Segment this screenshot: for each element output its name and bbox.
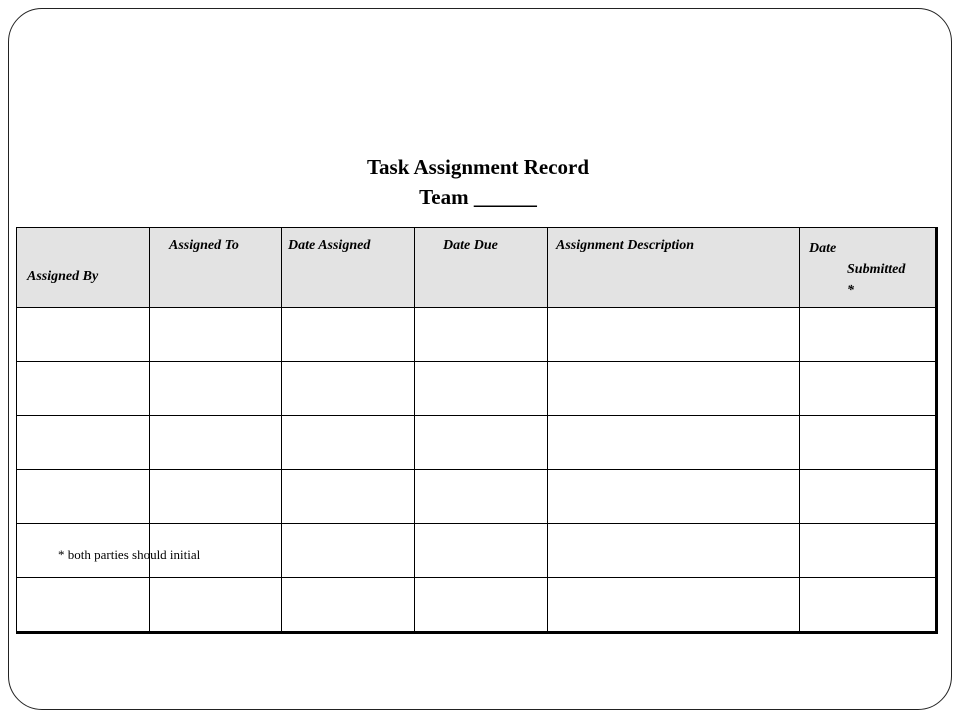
cell-description[interactable] (548, 416, 800, 470)
cell-assigned-by[interactable] (17, 308, 150, 362)
cell-assigned-by[interactable] (17, 578, 150, 632)
cell-description[interactable] (548, 362, 800, 416)
table-row (17, 578, 936, 632)
cell-description[interactable] (548, 524, 800, 578)
cell-date-assigned[interactable] (282, 524, 415, 578)
cell-assigned-by[interactable] (17, 362, 150, 416)
footnote: * both parties should initial (58, 547, 201, 562)
cell-assigned-by[interactable] (17, 470, 150, 524)
table-row (17, 416, 936, 470)
assignment-table (16, 227, 936, 632)
header-assigned-by: Assigned By (17, 228, 150, 308)
cell-date-assigned[interactable] (282, 416, 415, 470)
table-row (17, 470, 936, 524)
cell-assigned-to[interactable] (150, 308, 282, 362)
cell-date-due[interactable] (415, 416, 548, 470)
page-title: Task Assignment Record (366, 155, 590, 179)
cell-assigned-to[interactable] (150, 578, 282, 632)
cell-date-submitted[interactable] (800, 308, 936, 362)
cell-date-assigned[interactable] (282, 308, 415, 362)
cell-assigned-to[interactable] (150, 416, 282, 470)
table-row (17, 308, 936, 362)
cell-date-due[interactable] (415, 524, 548, 578)
title-block (0, 152, 956, 212)
cell-date-submitted[interactable] (800, 578, 936, 632)
cell-description[interactable] (548, 470, 800, 524)
cell-date-submitted[interactable] (800, 470, 936, 524)
table-row (17, 362, 936, 416)
cell-date-due[interactable] (415, 470, 548, 524)
cell-assigned-by[interactable] (17, 416, 150, 470)
cell-date-due[interactable] (415, 362, 548, 416)
header-date-assigned: Date Assigned (282, 228, 415, 308)
header-date-submitted: Date Submitted * (800, 228, 936, 308)
header-assignment-description: Assignment Description (548, 228, 800, 308)
cell-date-assigned[interactable] (282, 470, 415, 524)
cell-date-assigned[interactable] (282, 578, 415, 632)
assignment-table-container (16, 227, 938, 634)
team-label: Team ______ (419, 185, 537, 209)
header-assigned-to: Assigned To (150, 228, 282, 308)
cell-assigned-to[interactable] (150, 470, 282, 524)
cell-description[interactable] (548, 308, 800, 362)
cell-date-assigned[interactable] (282, 362, 415, 416)
cell-assigned-to[interactable] (150, 362, 282, 416)
cell-date-submitted[interactable] (800, 524, 936, 578)
cell-description[interactable] (548, 578, 800, 632)
cell-date-due[interactable] (415, 308, 548, 362)
cell-date-due[interactable] (415, 578, 548, 632)
table-header-row (17, 228, 936, 308)
cell-date-submitted[interactable] (800, 416, 936, 470)
header-date-due: Date Due (415, 228, 548, 308)
cell-date-submitted[interactable] (800, 362, 936, 416)
